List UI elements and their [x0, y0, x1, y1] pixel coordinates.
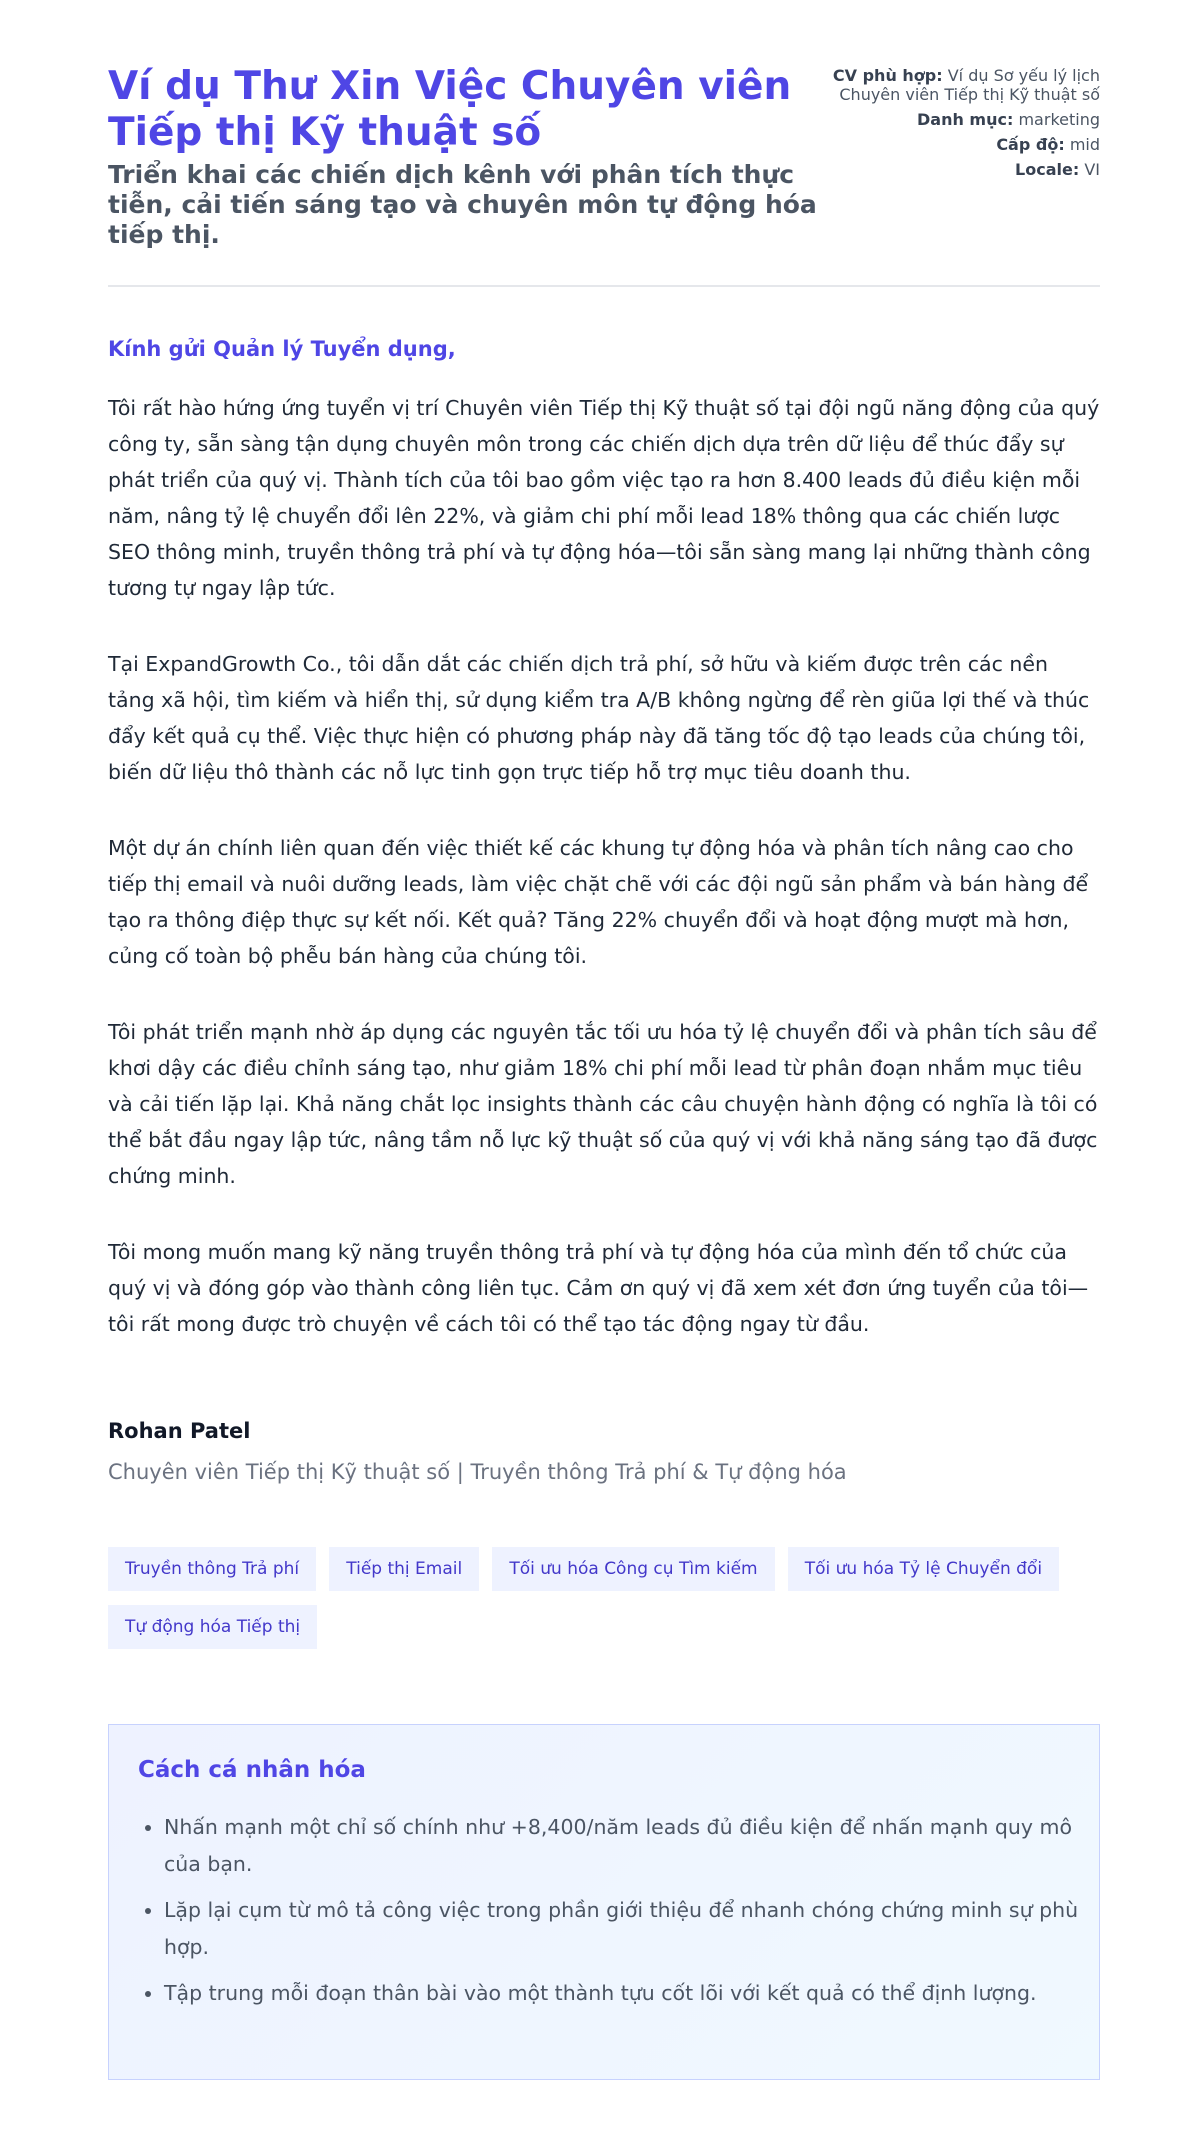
page-header [108, 64, 1100, 284]
meta-locale [830, 160, 1100, 179]
meta-label: Danh mục: [917, 110, 1014, 129]
skill-tag: Tối ưu hóa Tỷ lệ Chuyển đổi [788, 1547, 1059, 1591]
skill-tags [108, 1547, 1100, 1663]
meta-label: Locale: [1015, 160, 1080, 179]
letter-paragraph: Tôi rất hào hứng ứng tuyển vị trí Chuyên viên Tiếp thị Kỹ thuật số tại đội ngũ năng động của quý công ty, sẵn sàng tận dụng chuyên môn trong các chiến dịch dựa trên dữ liệu để thúc đẩy sự phát triển của quý vị. Thành tích của tôi bao gồm việc tạo ra hơn 8.400 leads đủ điều kiện mỗi năm, nâng tỷ lệ chuyển đổi lên 22%, và giảm chi phí mỗi lead 18% thông qua các chiến lược SEO thông minh, truyền thông trả phí và tự động hóa—tôi sẵn sàng mang lại những thành công tương tự ngay lập tức. [108, 396, 1100, 600]
letter-paragraph: Tôi phát triển mạnh nhờ áp dụng các nguyên tắc tối ưu hóa tỷ lệ chuyển đổi và phân tích sâu để khơi dậy các điều chỉnh sáng tạo, như giảm 18% chi phí mỗi lead từ phân đoạn nhắm mục tiêu và cải tiến lặp lại. Khả năng chắt lọc insights thành các câu chuyện hành động có nghĩa là tôi có thể bắt đầu ngay lập tức, nâng tầm nỗ lực kỹ thuật số của quý vị với khả năng sáng tạo đã được chứng minh. [108, 1020, 1098, 1188]
tips-title: Cách cá nhân hóa [138, 1757, 366, 1783]
letter-paragraph: Một dự án chính liên quan đến việc thiết kế các khung tự động hóa và phân tích nâng cao cho tiếp thị email và nuôi dưỡng leads, làm việc chặt chẽ với các đội ngũ sản phẩm và bán hàng để tạo ra thông điệp thực sự kết nối. Kết quả? Tăng 22% chuyển đổi và hoạt động mượt mà hơn, củng cố toàn bộ phễu bán hàng của chúng tôi. [108, 836, 1089, 968]
meta-value: Ví dụ Sơ yếu lý lịch Chuyên viên Tiếp thị Kỹ thuật số [839, 66, 1100, 104]
skill-tag: Tiếp thị Email [329, 1547, 479, 1591]
letter-paragraph: Tôi mong muốn mang kỹ năng truyền thông trả phí và tự động hóa của mình đến tổ chức của quý vị và đóng góp vào thành công liên tục. Cảm ơn quý vị đã xem xét đơn ứng tuyển của tôi—tôi rất mong được trò chuyện về cách tôi có thể tạo tác động ngay từ đầu. [108, 1240, 1089, 1336]
meta-label: CV phù hợp: [832, 66, 943, 85]
skill-tag: Tự động hóa Tiếp thị [108, 1605, 317, 1649]
meta-label: Cấp độ: [996, 135, 1065, 154]
meta-value: marketing [1018, 110, 1100, 129]
meta-panel [830, 66, 1100, 185]
page-subtitle: Triển khai các chiến dịch kênh với phân tích thực tiễn, cải tiến sáng tạo và chuyên môn tự động hóa tiếp thị. [108, 160, 817, 249]
letter-paragraph: Tại ExpandGrowth Co., tôi dẫn dắt các chiến dịch trả phí, sở hữu và kiếm được trên các nền tảng xã hội, tìm kiếm và hiển thị, sử dụng kiểm tra A/B không ngừng để rèn giũa lợi thế và thúc đẩy kết quả cụ thể. Việc thực hiện có phương pháp này đã tăng tốc độ tạo leads của chúng tôi, biến dữ liệu thô thành các nỗ lực tinh gọn trực tiếp hỗ trợ mục tiêu doanh thu. [108, 652, 1090, 784]
meta-value: mid [1069, 135, 1100, 154]
header-divider [108, 285, 1100, 287]
tip-item: • Tập trung mỗi đoạn thân bài vào một thành tựu cốt lõi với kết quả có thể định lượng. [164, 1975, 1094, 2012]
letter-body [108, 390, 1100, 1382]
tips-list [138, 1809, 1094, 2021]
signature-name: Rohan Patel [108, 1419, 251, 1443]
page-title: Ví dụ Thư Xin Việc Chuyên viên Tiếp thị Kỹ thuật số [108, 64, 792, 155]
meta-category [830, 110, 1100, 129]
skill-tag: Truyền thông Trả phí [108, 1547, 316, 1591]
meta-matching-cv [830, 66, 1100, 104]
letter-greeting: Kính gửi Quản lý Tuyển dụng, [108, 337, 456, 361]
skill-tag: Tối ưu hóa Công cụ Tìm kiếm [492, 1547, 774, 1591]
meta-value: VI [1084, 160, 1100, 179]
signature-role: Chuyên viên Tiếp thị Kỹ thuật số | Truyền thông Trả phí & Tự động hóa [108, 1460, 847, 1484]
personalization-tips-box [108, 1724, 1100, 2080]
tip-item: • Nhấn mạnh một chỉ số chính như +8,400/năm leads đủ điều kiện để nhấn mạnh quy mô của bạn. [164, 1809, 1094, 1883]
tip-item: • Lặp lại cụm từ mô tả công việc trong phần giới thiệu để nhanh chóng chứng minh sự phù hợp. [164, 1892, 1094, 1966]
meta-level [830, 135, 1100, 154]
